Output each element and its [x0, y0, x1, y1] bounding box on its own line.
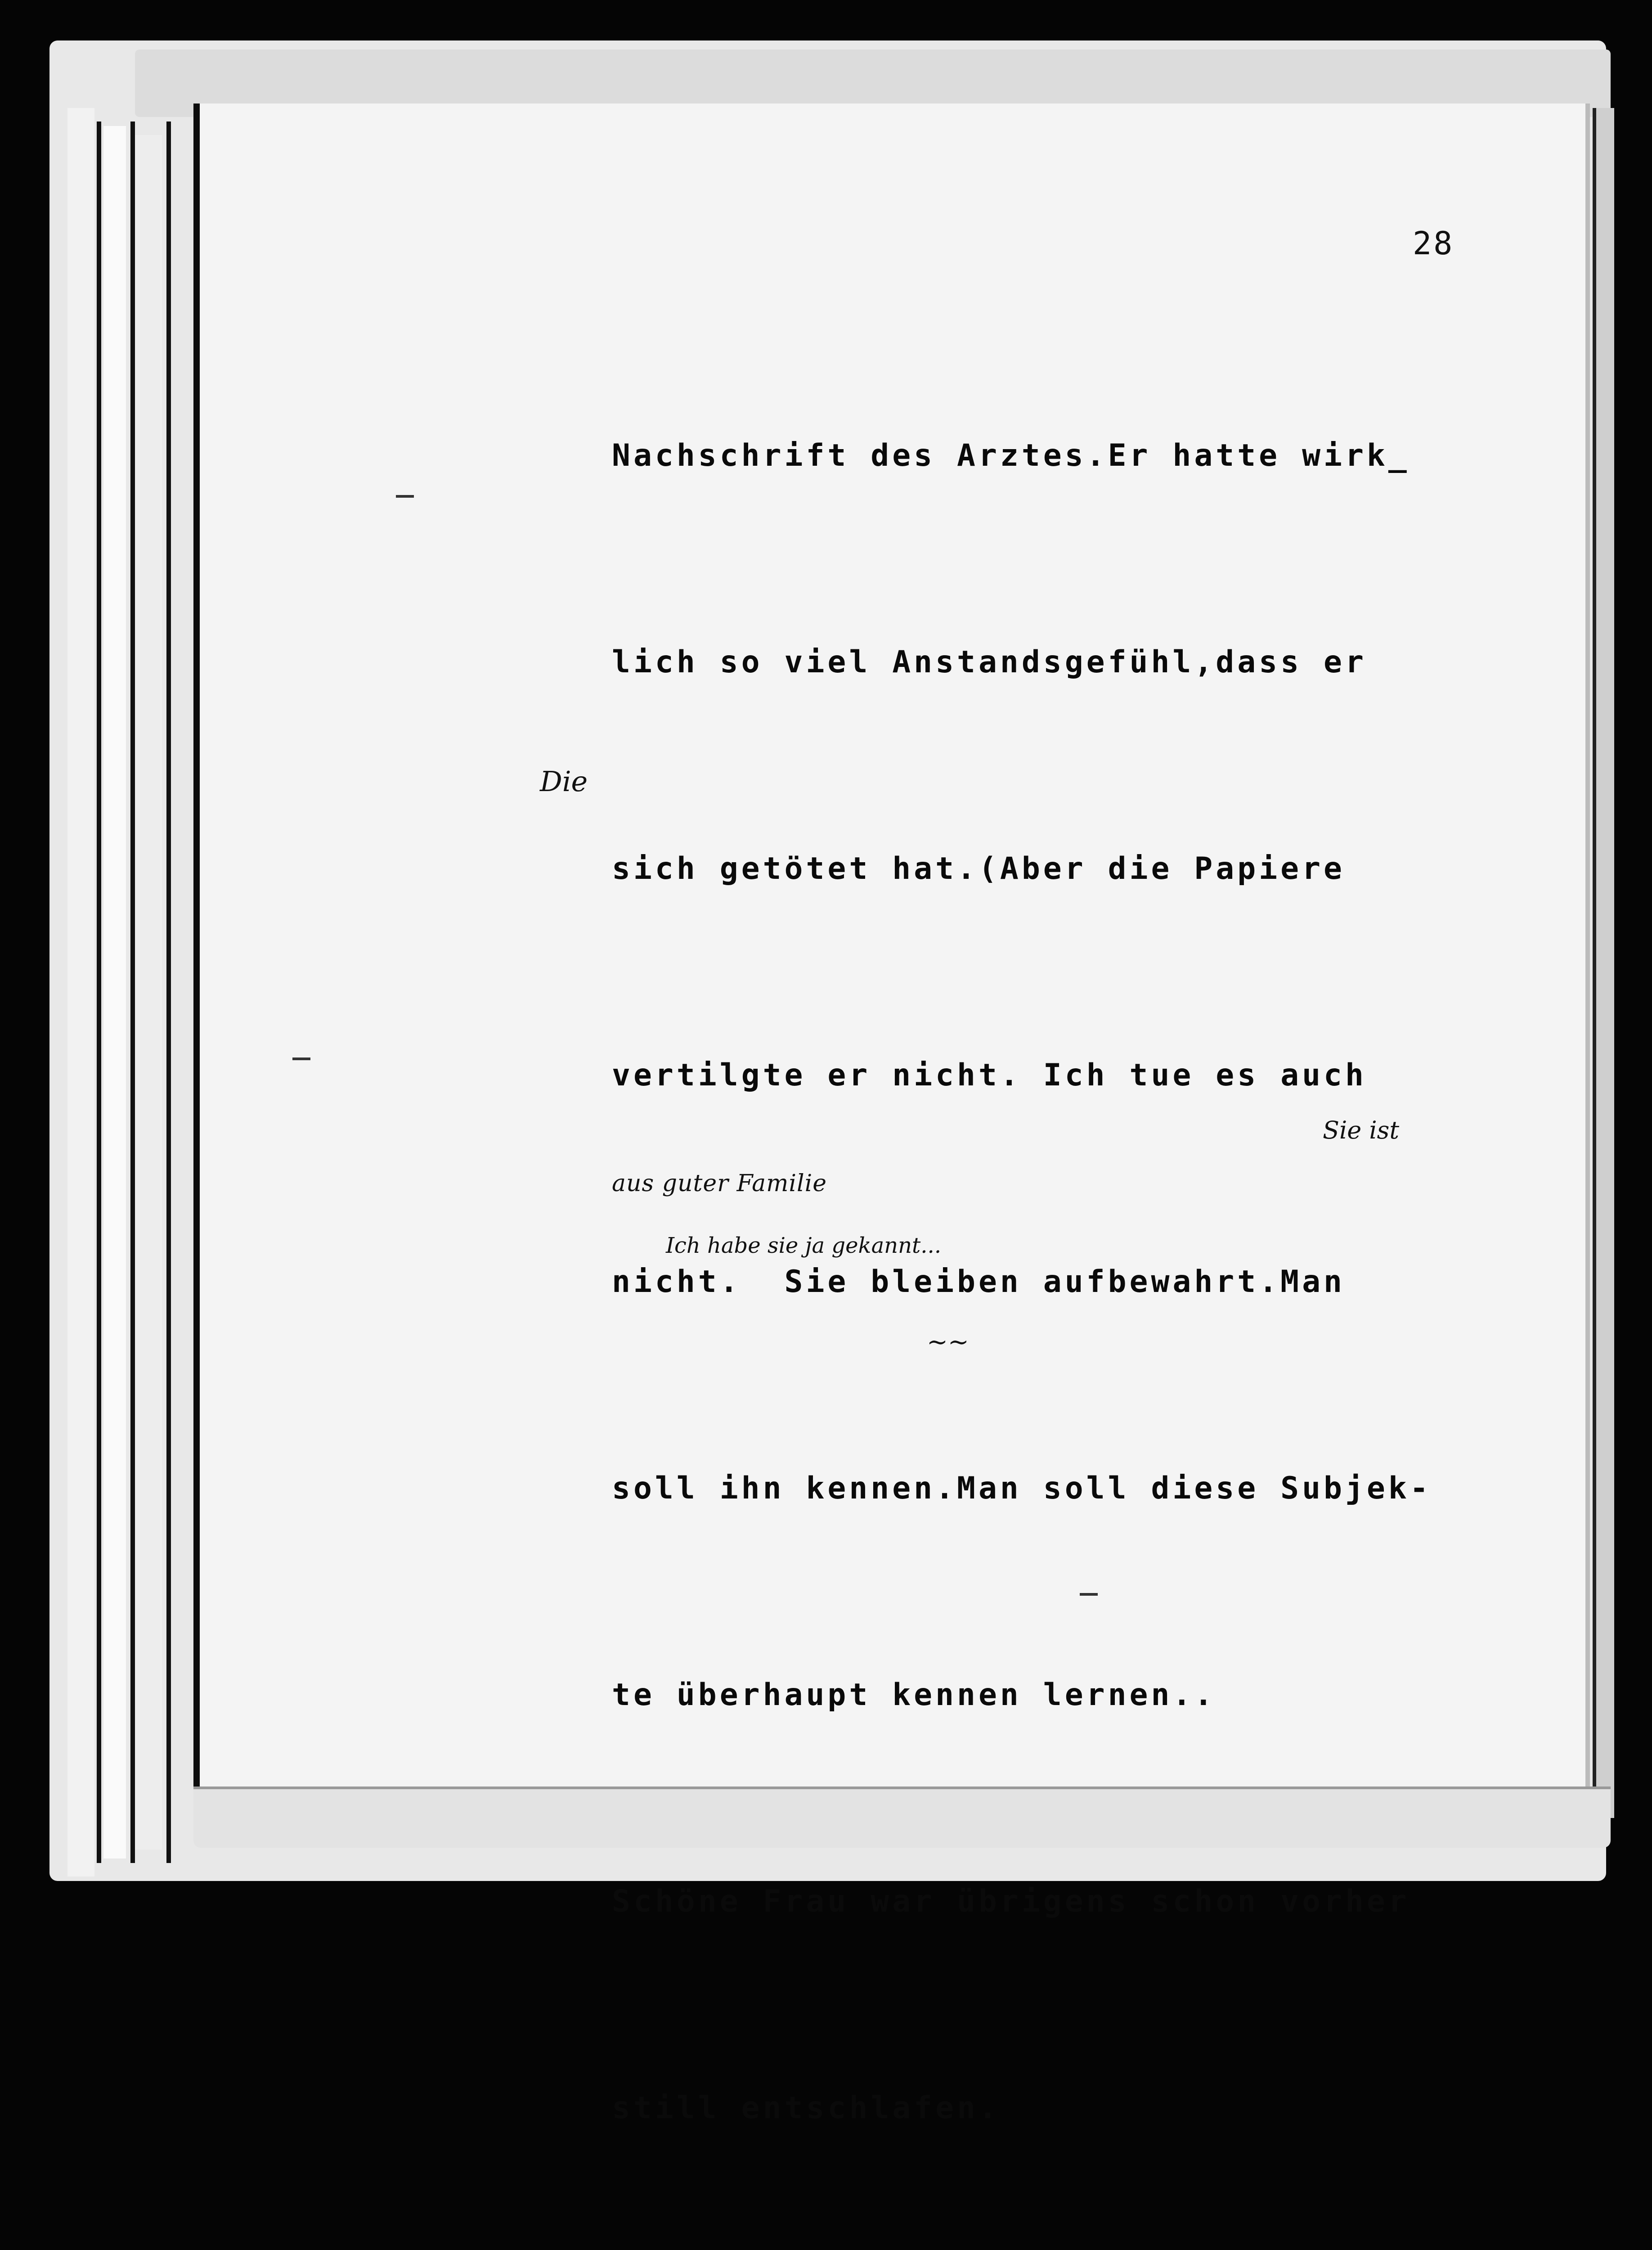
text-line: soll ihn kennen.Man soll diese Subjek-: [612, 1471, 1432, 1506]
handwritten-end-mark: ~~: [927, 1328, 969, 1357]
stray-mark: [1080, 1593, 1098, 1596]
sheet-shadow-line: [97, 122, 101, 1863]
sheet-right-edge: [1593, 108, 1614, 1818]
handwritten-margin-note: Die: [540, 765, 588, 798]
text-line: Schöne Frau war übrigens schon vorher: [612, 1884, 1410, 1919]
text-line: sich getötet hat.(Aber die Papiere: [612, 851, 1345, 886]
stray-mark: [292, 1058, 310, 1060]
stacked-sheet-edge: [67, 108, 94, 1876]
stacked-sheet-edge: [103, 126, 126, 1858]
text-line: vertilgte er nicht. Ich tue es auch: [612, 1058, 1367, 1093]
text-line: Nachschrift des Arztes.Er hatte wirk_: [612, 438, 1410, 473]
sheet-shadow-line: [166, 122, 171, 1863]
handwritten-note-line: aus guter Familie: [612, 1170, 827, 1197]
stacked-sheet-edge: [135, 135, 162, 1850]
text-line: lich so viel Anstandsgefühl,dass er: [612, 644, 1367, 680]
text-line: nicht. Sie bleiben aufbewahrt.Man: [612, 1264, 1345, 1300]
stray-mark: [396, 495, 414, 498]
page-number: 28: [1413, 225, 1454, 262]
typewritten-body: [612, 284, 1512, 2250]
text-line: te überhaupt kennen lernen..: [612, 1677, 1216, 1713]
text-line: still entschlafen.: [612, 2090, 1000, 2126]
handwritten-note-line: Ich habe sie ja gekannt...: [666, 1233, 942, 1258]
sheet-shadow-line: [130, 122, 135, 1863]
handwritten-inline-note: Sie ist: [1323, 1116, 1400, 1144]
